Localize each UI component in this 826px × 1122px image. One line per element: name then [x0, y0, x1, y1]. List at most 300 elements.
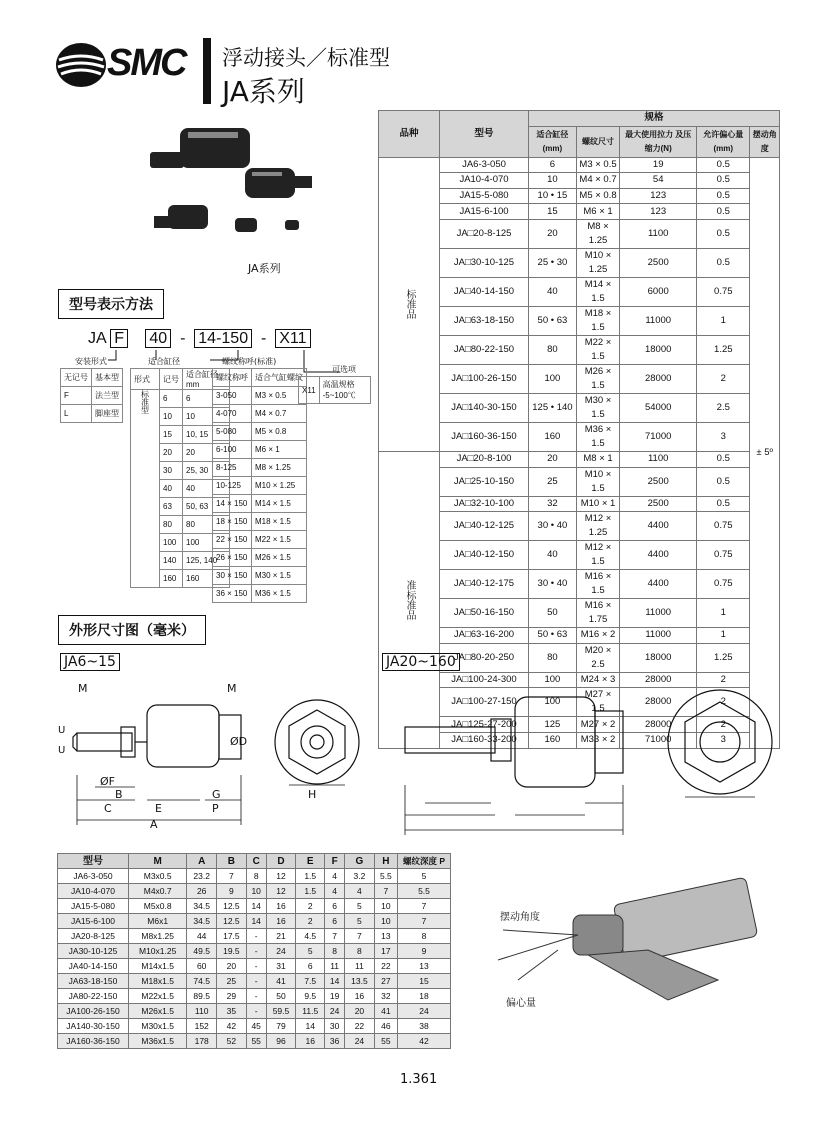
spec-force: 2500 — [620, 248, 697, 277]
spec-thread: M16 × 2 — [576, 628, 619, 644]
spec-offset: 3 — [697, 422, 750, 451]
spec-bore: 50 • 63 — [529, 306, 577, 335]
dim-cell: 11 — [345, 959, 375, 974]
dim-cell: 50 — [266, 989, 296, 1004]
dim-head-d: D — [266, 854, 296, 869]
dim-cell: 7.5 — [296, 974, 325, 989]
dim-cell: 30 — [325, 1019, 345, 1034]
dim-cell: JA63-18-150 — [58, 974, 129, 989]
dim-cell: 12 — [266, 884, 296, 899]
spec-thread: M8 × 1 — [576, 451, 619, 467]
dim-cell: JA15-6-100 — [58, 914, 129, 929]
spec-thread: M27 × 2 — [576, 717, 619, 733]
spec-group-standard: 标准品 — [379, 157, 440, 451]
spec-bore: 50 • 63 — [529, 628, 577, 644]
dim-letter-a: A — [150, 818, 158, 831]
spec-bore: 30 • 40 — [529, 512, 577, 541]
spec-bore: 160 — [529, 732, 577, 748]
dim-cell: 110 — [187, 1004, 217, 1019]
dim-head-f: F — [325, 854, 345, 869]
spec-model: JA□25-10-150 — [440, 467, 529, 496]
spec-offset: 0.5 — [697, 451, 750, 467]
thread-size: M22 × 1.5 — [252, 531, 307, 549]
dim-head-h: H — [374, 854, 397, 869]
label-small-series: JA6~15 — [60, 653, 120, 671]
dim-cell: 16 — [296, 1034, 325, 1049]
thread-label: 螺纹称呼(标准) — [222, 357, 277, 366]
bore-code: 140 — [160, 552, 183, 570]
dim-cell: 44 — [187, 929, 217, 944]
spec-model: JA□50-16-150 — [440, 599, 529, 628]
spec-model: JA15-5-080 — [440, 188, 529, 204]
spec-force: 28000 — [620, 688, 697, 717]
dim-cell: M10x1.25 — [129, 944, 187, 959]
code-prefix: JA — [88, 330, 106, 347]
dims-section-title: 外形尺寸图（毫米） — [58, 615, 206, 645]
dim-cell: M8x1.25 — [129, 929, 187, 944]
dim-letter-b: B — [115, 788, 123, 801]
model-code — [88, 330, 311, 348]
dim-cell: 8 — [246, 869, 266, 884]
dim-cell: 60 — [187, 959, 217, 974]
spec-force: 28000 — [620, 672, 697, 688]
spec-head-offset: 允许偏心量 (mm) — [697, 126, 750, 157]
thread-size: M5 × 0.8 — [252, 423, 307, 441]
code-dash-2: - — [261, 330, 267, 347]
spec-bore: 25 — [529, 467, 577, 496]
dim-cell: 9.5 — [296, 989, 325, 1004]
spec-offset: 2 — [697, 672, 750, 688]
bore-code: 40 — [160, 480, 183, 498]
spec-model: JA□100-26-150 — [440, 364, 529, 393]
dim-cell: 34.5 — [187, 914, 217, 929]
spec-model: JA15-6-100 — [440, 204, 529, 220]
dim-cell: 52 — [217, 1034, 247, 1049]
spec-head-bore: 适合缸径 (mm) — [529, 126, 577, 157]
dim-cell: 152 — [187, 1019, 217, 1034]
dim-cell: 24 — [325, 1004, 345, 1019]
drawing-large — [385, 675, 785, 845]
spec-offset: 2 — [697, 717, 750, 733]
bore-value: 40 — [183, 480, 230, 498]
dim-cell: 5.5 — [374, 869, 397, 884]
spec-offset: 0.75 — [697, 570, 750, 599]
spec-thread: M10 × 1 — [576, 496, 619, 512]
dim-cell: 55 — [374, 1034, 397, 1049]
dim-cell: 7 — [325, 929, 345, 944]
dim-letter-c: C — [104, 802, 112, 815]
bore-code: 160 — [160, 570, 183, 588]
thread-size: M4 × 0.7 — [252, 405, 307, 423]
dim-cell: 4 — [345, 884, 375, 899]
dim-cell: M14x1.5 — [129, 959, 187, 974]
spec-model: JA□80-20-250 — [440, 643, 529, 672]
dim-cell: 3.2 — [345, 869, 375, 884]
label-large-series: JA20~160 — [382, 653, 460, 671]
bore-value: 50, 63 — [183, 498, 230, 516]
spec-bore: 30 • 40 — [529, 570, 577, 599]
thread-code: 18 × 150 — [213, 513, 252, 531]
thread-size: M8 × 1.25 — [252, 459, 307, 477]
code-thread: 14-150 — [194, 329, 252, 348]
spec-bore: 160 — [529, 422, 577, 451]
spec-bore: 125 — [529, 717, 577, 733]
spec-force: 1100 — [620, 219, 697, 248]
thread-code: 36 × 150 — [213, 585, 252, 603]
spec-bore: 25 • 30 — [529, 248, 577, 277]
spec-offset: 1.25 — [697, 643, 750, 672]
dim-cell: 5 — [345, 914, 375, 929]
spec-thread: M8 × 1.25 — [576, 219, 619, 248]
dim-cell: 2 — [296, 899, 325, 914]
dim-cell: 46 — [374, 1019, 397, 1034]
spec-thread: M16 × 1.5 — [576, 570, 619, 599]
dim-letter-g: G — [212, 788, 221, 801]
dim-cell: 6 — [296, 959, 325, 974]
ordering-section-title: 型号表示方法 — [58, 289, 164, 319]
dim-letter-u1: U — [58, 725, 66, 736]
spec-head-angle: 摆动角度 — [750, 126, 780, 157]
code-mount: F — [110, 329, 128, 348]
spec-force: 18000 — [620, 643, 697, 672]
thread-size: M6 × 1 — [252, 441, 307, 459]
spec-offset: 0.75 — [697, 277, 750, 306]
spec-offset: 0.5 — [697, 496, 750, 512]
dim-head-p: 螺纹深度 P — [398, 854, 451, 869]
dim-cell: 42 — [398, 1034, 451, 1049]
spec-model: JA□20-8-125 — [440, 219, 529, 248]
dim-cell: 20 — [345, 1004, 375, 1019]
spec-force: 54 — [620, 173, 697, 189]
dim-cell: 16 — [266, 899, 296, 914]
dim-cell: 42 — [217, 1019, 247, 1034]
spec-bore: 20 — [529, 219, 577, 248]
dim-cell: 59.5 — [266, 1004, 296, 1019]
dim-cell: M3x0.5 — [129, 869, 187, 884]
spec-thread: M24 × 3 — [576, 672, 619, 688]
dim-cell: 36 — [325, 1034, 345, 1049]
dim-cell: JA140-30-150 — [58, 1019, 129, 1034]
spec-thread: M14 × 1.5 — [576, 277, 619, 306]
spec-model: JA□40-12-125 — [440, 512, 529, 541]
dim-cell: 38 — [398, 1019, 451, 1034]
spec-thread: M4 × 0.7 — [576, 173, 619, 189]
thread-size: M30 × 1.5 — [252, 567, 307, 585]
bore-code: 63 — [160, 498, 183, 516]
dim-cell: - — [246, 989, 266, 1004]
brand-name: SMC — [107, 42, 186, 84]
dim-cell: 12.5 — [217, 914, 247, 929]
spec-thread: M30 × 1.5 — [576, 393, 619, 422]
spec-model: JA□140-30-150 — [440, 393, 529, 422]
dim-cell: M30x1.5 — [129, 1019, 187, 1034]
dim-cell: 14 — [325, 974, 345, 989]
dim-cell: 10 — [374, 899, 397, 914]
spec-bore: 125 • 140 — [529, 393, 577, 422]
dim-cell: 20 — [217, 959, 247, 974]
dim-cell: 1.5 — [296, 869, 325, 884]
spec-offset: 0.5 — [697, 248, 750, 277]
dim-cell: JA15-5-080 — [58, 899, 129, 914]
dim-cell: 4.5 — [296, 929, 325, 944]
dim-cell: 4 — [325, 884, 345, 899]
dim-cell: M18x1.5 — [129, 974, 187, 989]
spec-offset: 2 — [697, 688, 750, 717]
dim-cell: - — [246, 929, 266, 944]
spec-thread: M5 × 0.8 — [576, 188, 619, 204]
dim-letter-u2: U — [58, 745, 66, 756]
spec-force: 11000 — [620, 599, 697, 628]
dim-cell: 45 — [246, 1019, 266, 1034]
dim-cell: 11 — [325, 959, 345, 974]
dim-cell: 24 — [266, 944, 296, 959]
dim-cell: JA80-22-150 — [58, 989, 129, 1004]
mount-code: F — [61, 387, 92, 405]
dim-cell: 32 — [374, 989, 397, 1004]
dim-cell: 24 — [398, 1004, 451, 1019]
dim-cell: 41 — [266, 974, 296, 989]
dim-cell: 14 — [246, 914, 266, 929]
spec-model: JA□20-8-100 — [440, 451, 529, 467]
thread-head-cyl: 适合气缸螺纹 — [252, 369, 307, 387]
spec-thread: M10 × 1.25 — [576, 248, 619, 277]
spec-model: JA□63-18-150 — [440, 306, 529, 335]
spec-bore: 20 — [529, 451, 577, 467]
spec-model: JA□125-27-200 — [440, 717, 529, 733]
dim-cell: 19.5 — [217, 944, 247, 959]
dim-cell: 5.5 — [398, 884, 451, 899]
spec-bore: 40 — [529, 277, 577, 306]
spec-offset: 1 — [697, 628, 750, 644]
spec-force: 28000 — [620, 717, 697, 733]
dim-cell: 41 — [374, 1004, 397, 1019]
spec-force: 2500 — [620, 496, 697, 512]
spec-offset: 0.75 — [697, 541, 750, 570]
dim-head-g: G — [345, 854, 375, 869]
dim-cell: 12 — [266, 869, 296, 884]
page-title: 浮动接头／标准型 — [222, 46, 390, 70]
spec-force: 54000 — [620, 393, 697, 422]
spec-model: JA□40-14-150 — [440, 277, 529, 306]
dimension-table — [57, 853, 451, 1049]
spec-force: 123 — [620, 188, 697, 204]
spec-bore: 10 — [529, 173, 577, 189]
dim-cell: 22 — [374, 959, 397, 974]
spec-force: 4400 — [620, 541, 697, 570]
spec-model: JA□32-10-100 — [440, 496, 529, 512]
spec-bore: 80 — [529, 643, 577, 672]
dim-cell: 35 — [217, 1004, 247, 1019]
spec-offset: 1.25 — [697, 335, 750, 364]
dim-cell: 18 — [398, 989, 451, 1004]
spec-offset: 0.5 — [697, 157, 750, 173]
spec-head-thread: 螺纹尺寸 — [576, 126, 619, 157]
dim-letter-h: H — [308, 788, 317, 801]
spec-force: 2500 — [620, 467, 697, 496]
dim-cell: 13 — [398, 959, 451, 974]
bore-value: 100 — [183, 534, 230, 552]
dim-cell: M26x1.5 — [129, 1004, 187, 1019]
bore-code: 6 — [160, 390, 183, 408]
spec-model: JA□40-12-150 — [440, 541, 529, 570]
spec-head-group: 规格 — [529, 111, 780, 127]
code-bore: 40 — [145, 329, 171, 348]
dim-letter-d: ØD — [230, 735, 248, 748]
bore-code: 10 — [160, 408, 183, 426]
spec-angle: ± 5º — [750, 157, 780, 748]
spec-model: JA□100-24-300 — [440, 672, 529, 688]
spec-force: 71000 — [620, 422, 697, 451]
dim-cell: M4x0.7 — [129, 884, 187, 899]
thread-size: M26 × 1.5 — [252, 549, 307, 567]
thread-code: 30 × 150 — [213, 567, 252, 585]
swing-angle-label: 摆动角度 — [500, 912, 540, 923]
spec-head-model: 型号 — [440, 111, 529, 158]
mount-desc: 脚座型 — [92, 405, 123, 423]
bore-head-code: 记号 — [160, 369, 183, 390]
spec-thread: M22 × 1.5 — [576, 335, 619, 364]
spec-bore: 100 — [529, 688, 577, 717]
option-table — [298, 376, 371, 404]
dim-cell: 7 — [345, 929, 375, 944]
dim-cell: 6 — [325, 914, 345, 929]
dim-cell: 29 — [217, 989, 247, 1004]
dim-cell: 10 — [374, 914, 397, 929]
thread-code: 8-125 — [213, 459, 252, 477]
spec-head-kind: 品种 — [379, 111, 440, 158]
dim-cell: 55 — [246, 1034, 266, 1049]
dim-cell: 4 — [325, 869, 345, 884]
spec-bore: 40 — [529, 541, 577, 570]
dim-cell: 14 — [296, 1019, 325, 1034]
dim-cell: 1.5 — [296, 884, 325, 899]
option-label: 可选项 — [332, 365, 356, 374]
thread-code: 14 × 150 — [213, 495, 252, 513]
spec-force: 18000 — [620, 335, 697, 364]
dim-cell: 9 — [217, 884, 247, 899]
series-title: JA系列 — [222, 75, 305, 108]
spec-force: 71000 — [620, 732, 697, 748]
dim-cell: 17 — [374, 944, 397, 959]
spec-thread: M3 × 0.5 — [576, 157, 619, 173]
spec-thread: M33 × 2 — [576, 732, 619, 748]
dim-cell: 2 — [296, 914, 325, 929]
dim-cell: 31 — [266, 959, 296, 974]
dim-letter-p: P — [212, 802, 219, 815]
thread-size: M18 × 1.5 — [252, 513, 307, 531]
spec-force: 1100 — [620, 451, 697, 467]
dim-cell: - — [246, 974, 266, 989]
dim-cell: 14 — [246, 899, 266, 914]
spec-offset: 2 — [697, 364, 750, 393]
dim-head-a: A — [187, 854, 217, 869]
smc-logo — [55, 40, 195, 90]
spec-thread: M12 × 1.5 — [576, 541, 619, 570]
dim-cell: 23.2 — [187, 869, 217, 884]
offset-label: 偏心量 — [506, 998, 536, 1009]
dim-cell: 12.5 — [217, 899, 247, 914]
spec-head-force: 最大使用拉力 及压缩力(N) — [620, 126, 697, 157]
spec-model: JA6-3-050 — [440, 157, 529, 173]
thread-size: M14 × 1.5 — [252, 495, 307, 513]
bore-code: 20 — [160, 444, 183, 462]
dim-letter-e: E — [155, 802, 162, 815]
spec-offset: 0.5 — [697, 204, 750, 220]
bore-value: 10 — [183, 408, 230, 426]
dim-cell: 24 — [345, 1034, 375, 1049]
bore-value: 20 — [183, 444, 230, 462]
bore-code: 30 — [160, 462, 183, 480]
dim-cell: 21 — [266, 929, 296, 944]
dim-cell: - — [246, 959, 266, 974]
dim-cell: M36x1.5 — [129, 1034, 187, 1049]
spec-force: 4400 — [620, 512, 697, 541]
dim-letter-m2: M — [227, 682, 237, 695]
dim-cell: 17.5 — [217, 929, 247, 944]
spec-thread: M20 × 2.5 — [576, 643, 619, 672]
spec-force: 123 — [620, 204, 697, 220]
spec-offset: 1 — [697, 599, 750, 628]
title-divider — [203, 38, 211, 104]
dim-cell: 8 — [325, 944, 345, 959]
spec-thread: M18 × 1.5 — [576, 306, 619, 335]
spec-thread: M16 × 1.75 — [576, 599, 619, 628]
spec-bore: 10 • 15 — [529, 188, 577, 204]
dim-cell: 6 — [325, 899, 345, 914]
dim-cell: JA160-36-150 — [58, 1034, 129, 1049]
dim-head-c: C — [246, 854, 266, 869]
bore-value: 6 — [183, 390, 230, 408]
dim-head-e: E — [296, 854, 325, 869]
spec-bore: 15 — [529, 204, 577, 220]
spec-thread: M10 × 1.5 — [576, 467, 619, 496]
dim-cell: 19 — [325, 989, 345, 1004]
spec-offset: 0.75 — [697, 512, 750, 541]
dim-cell: 15 — [398, 974, 451, 989]
spec-force: 6000 — [620, 277, 697, 306]
bore-value: 10, 15 — [183, 426, 230, 444]
thread-code: 3-050 — [213, 387, 252, 405]
dim-cell: JA40-14-150 — [58, 959, 129, 974]
thread-code: 10-125 — [213, 477, 252, 495]
dim-head-m: M — [129, 854, 187, 869]
dim-cell: 178 — [187, 1034, 217, 1049]
spec-model: JA□40-12-175 — [440, 570, 529, 599]
dim-cell: 26 — [187, 884, 217, 899]
thread-size: M36 × 1.5 — [252, 585, 307, 603]
bore-code: 80 — [160, 516, 183, 534]
bore-code: 100 — [160, 534, 183, 552]
spec-force: 19 — [620, 157, 697, 173]
spec-offset: 0.5 — [697, 173, 750, 189]
dim-cell: 79 — [266, 1019, 296, 1034]
thread-code: 5-080 — [213, 423, 252, 441]
spec-offset: 0.5 — [697, 188, 750, 204]
spec-thread: M26 × 1.5 — [576, 364, 619, 393]
bore-value: 160 — [183, 570, 230, 588]
dim-cell: 11.5 — [296, 1004, 325, 1019]
dim-head-b: B — [217, 854, 247, 869]
bore-head-bore: 适合缸径 mm — [183, 369, 230, 390]
dim-cell: M22x1.5 — [129, 989, 187, 1004]
dim-cell: 8 — [345, 944, 375, 959]
dim-cell: 7 — [398, 899, 451, 914]
spec-model: JA□160-33-200 — [440, 732, 529, 748]
dim-cell: 25 — [217, 974, 247, 989]
spec-bore: 100 — [529, 364, 577, 393]
thread-code: 22 × 150 — [213, 531, 252, 549]
bore-code: 15 — [160, 426, 183, 444]
